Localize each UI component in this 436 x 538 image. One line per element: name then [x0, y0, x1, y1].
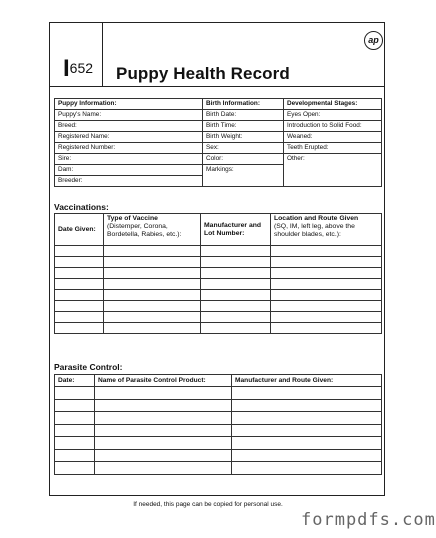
field-birth-weight[interactable]: Birth Weight: [203, 132, 284, 143]
vacc-cell[interactable] [201, 268, 271, 279]
para-cell[interactable] [232, 387, 382, 400]
vacc-cell[interactable] [104, 301, 201, 312]
field-eyes-open[interactable]: Eyes Open: [284, 110, 382, 121]
vacc-cell[interactable] [104, 312, 201, 323]
footer-note: If needed, this page can be copied for personal use. [133, 501, 283, 508]
vacc-row [55, 257, 382, 268]
field-birth-date[interactable]: Birth Date: [203, 110, 284, 121]
para-col-product: Name of Parasite Control Product: [95, 375, 232, 387]
field-teeth-erupted[interactable]: Teeth Erupted: [284, 143, 382, 154]
form-code [63, 55, 94, 82]
para-cell[interactable] [55, 424, 95, 437]
vacc-row [55, 312, 382, 323]
vacc-cell[interactable] [201, 290, 271, 301]
field-sex[interactable]: Sex: [203, 143, 284, 154]
vacc-cell[interactable] [104, 268, 201, 279]
vacc-cell[interactable] [201, 257, 271, 268]
form-code-prefix: I [63, 55, 70, 82]
vacc-cell[interactable] [271, 279, 382, 290]
vacc-cell[interactable] [271, 290, 382, 301]
parasite-table [54, 374, 382, 475]
para-col-manufacturer: Manufacturer and Route Given: [232, 375, 382, 387]
field-markings[interactable]: Markings: [203, 165, 284, 187]
para-cell[interactable] [95, 462, 232, 475]
vacc-cell[interactable] [55, 312, 104, 323]
vacc-row [55, 268, 382, 279]
vacc-cell[interactable] [104, 257, 201, 268]
para-row [55, 449, 382, 462]
para-cell[interactable] [232, 462, 382, 475]
para-row [55, 437, 382, 450]
para-cell[interactable] [95, 412, 232, 425]
vacc-col-type: Type of Vaccine (Distemper, Corona, Bordetella, Rabies, etc.): [104, 214, 201, 246]
vacc-cell[interactable] [201, 301, 271, 312]
vacc-cell[interactable] [55, 257, 104, 268]
para-cell[interactable] [232, 412, 382, 425]
para-cell[interactable] [95, 449, 232, 462]
vacc-row [55, 279, 382, 290]
para-row [55, 462, 382, 475]
vacc-cell[interactable] [104, 279, 201, 290]
vacc-cell[interactable] [55, 268, 104, 279]
para-cell[interactable] [55, 399, 95, 412]
field-other[interactable]: Other: [284, 154, 382, 187]
vaccinations-table [54, 213, 382, 334]
field-birth-time[interactable]: Birth Time: [203, 121, 284, 132]
vacc-cell[interactable] [55, 290, 104, 301]
para-cell[interactable] [232, 437, 382, 450]
para-cell[interactable] [232, 449, 382, 462]
vacc-cell[interactable] [271, 301, 382, 312]
vacc-cell[interactable] [271, 312, 382, 323]
para-rows [55, 387, 382, 475]
para-cell[interactable] [55, 462, 95, 475]
page-title: Puppy Health Record [116, 64, 290, 83]
vacc-row [55, 323, 382, 334]
vacc-cell[interactable] [271, 246, 382, 257]
vacc-col-manufacturer: Manufacturer and Lot Number: [201, 214, 271, 246]
vacc-cell[interactable] [104, 246, 201, 257]
vacc-cell[interactable] [201, 323, 271, 334]
para-cell[interactable] [55, 387, 95, 400]
field-sire[interactable]: Sire: [55, 154, 203, 165]
field-weaned[interactable]: Weaned: [284, 132, 382, 143]
field-color[interactable]: Color: [203, 154, 284, 165]
puppy-info-heading: Puppy Information: [55, 99, 203, 110]
vacc-cell[interactable] [271, 268, 382, 279]
vacc-cell[interactable] [104, 323, 201, 334]
field-breed[interactable]: Breed: [55, 121, 203, 132]
vacc-cell[interactable] [201, 246, 271, 257]
para-cell[interactable] [232, 424, 382, 437]
para-cell[interactable] [95, 387, 232, 400]
vacc-cell[interactable] [55, 246, 104, 257]
field-dam[interactable]: Dam: [55, 165, 203, 176]
vacc-cell[interactable] [55, 323, 104, 334]
vacc-cell[interactable] [201, 312, 271, 323]
vacc-cell[interactable] [55, 301, 104, 312]
form-code-number: 652 [69, 60, 94, 76]
dev-stages-heading: Developmental Stages: [284, 99, 382, 110]
field-registered-name[interactable]: Registered Name: [55, 132, 203, 143]
vacc-col-date: Date Given: [55, 214, 104, 246]
vaccinations-title: Vaccinations: [54, 202, 109, 212]
para-row [55, 387, 382, 400]
vacc-rows [55, 246, 382, 334]
header-divider-vertical [102, 22, 103, 86]
para-row [55, 424, 382, 437]
field-registered-number[interactable]: Registered Number: [55, 143, 203, 154]
para-cell[interactable] [55, 437, 95, 450]
field-solid-food[interactable]: Introduction to Solid Food: [284, 121, 382, 132]
field-puppy-name[interactable]: Puppy's Name: [55, 110, 203, 121]
field-breeder[interactable]: Breeder: [55, 176, 203, 187]
vacc-cell[interactable] [104, 290, 201, 301]
para-cell[interactable] [232, 399, 382, 412]
para-cell[interactable] [95, 399, 232, 412]
vacc-cell[interactable] [271, 323, 382, 334]
para-cell[interactable] [55, 412, 95, 425]
vacc-cell[interactable] [271, 257, 382, 268]
para-row [55, 412, 382, 425]
header-divider-horizontal [49, 86, 385, 87]
publisher-logo: ap [364, 31, 383, 50]
para-cell[interactable] [95, 437, 232, 450]
para-row [55, 399, 382, 412]
para-cell[interactable] [55, 449, 95, 462]
parasite-title: Parasite Control: [54, 362, 123, 372]
birth-info-heading: Birth Information: [203, 99, 284, 110]
vacc-cell[interactable] [55, 279, 104, 290]
vacc-row [55, 246, 382, 257]
para-col-date: Date: [55, 375, 95, 387]
vacc-cell[interactable] [201, 279, 271, 290]
vacc-row [55, 290, 382, 301]
watermark: formpdfs.com [301, 510, 436, 530]
para-cell[interactable] [95, 424, 232, 437]
vacc-row [55, 301, 382, 312]
vacc-col-location: Location and Route Given (SQ, IM, left leg, above the shoulder blades, etc.): [271, 214, 382, 246]
info-table [54, 98, 382, 187]
